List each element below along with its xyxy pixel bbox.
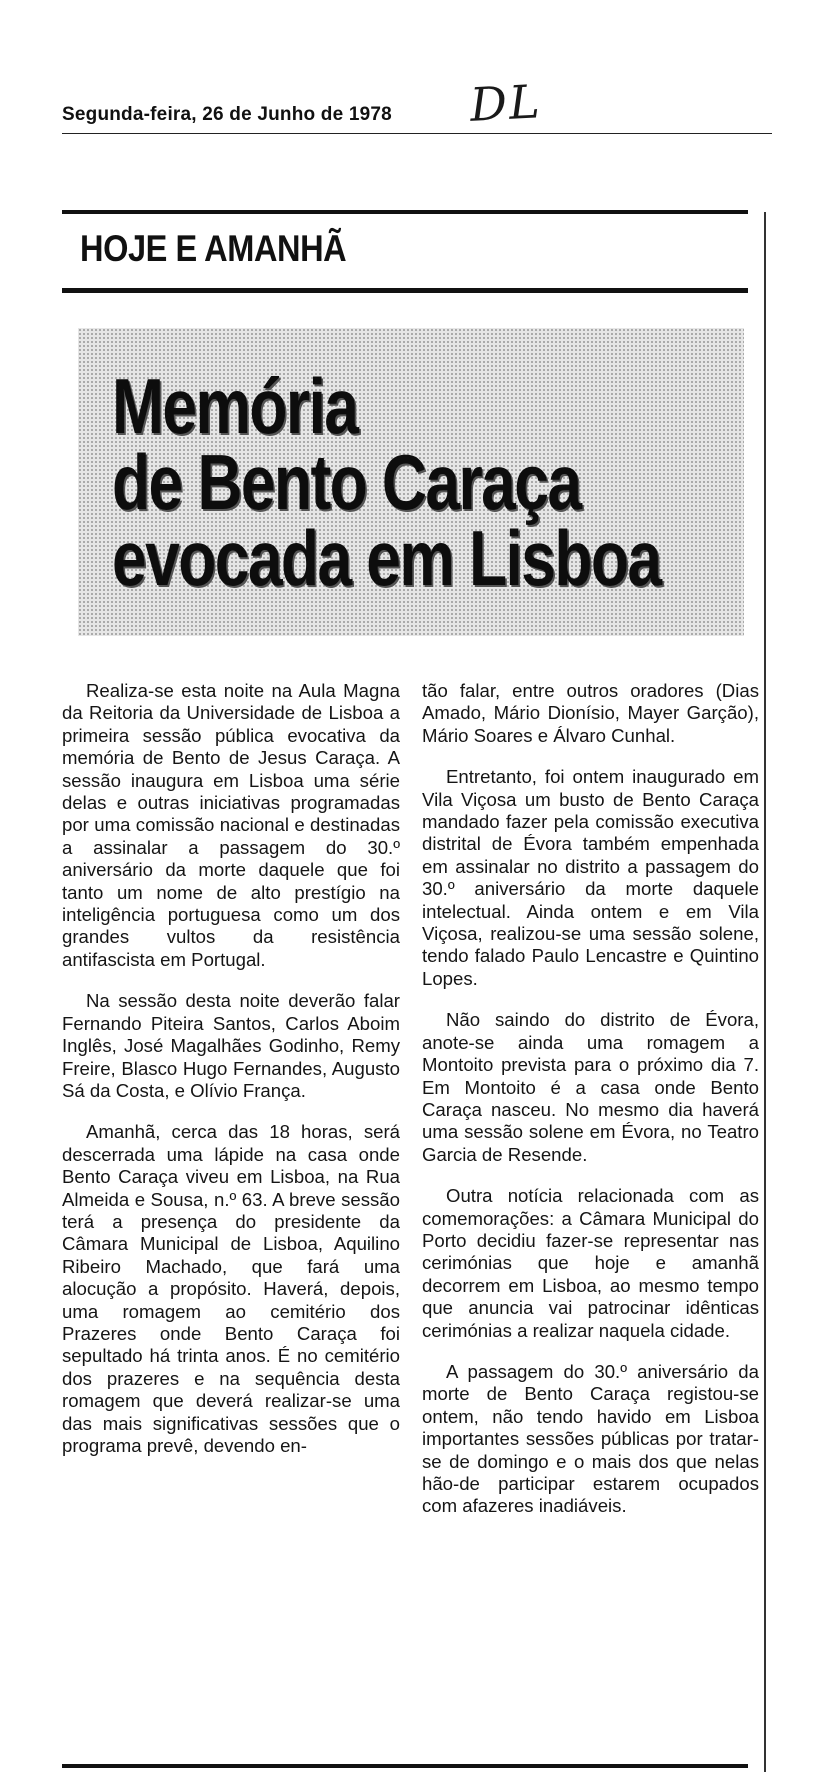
column-border-right	[764, 212, 766, 1772]
article-column-left	[62, 680, 400, 1476]
article-paragraph: Na sessão desta noite deverão falar Fernando Piteira Santos, Carlos Aboim Inglês, José Magalhães Godinho, Remy Freire, Blasco Hugo Fernandes, Augusto Sá da Costa, e Olívio França.	[62, 990, 400, 1101]
article-paragraph: Entretanto, foi ontem inaugurado em Vila Viçosa um busto de Bento Caraça mandado fazer pela comissão executiva distrital de Évora também empenhada em assinalar no distrito a passagem do 30.º aniversário da morte daquele intelectual. Ainda ontem e em Vila Viçosa, realizou-se uma sessão solene, tendo falado Paulo Lencastre e Quintino Lopes.	[422, 766, 759, 989]
article-paragraph: Outra notícia relacionada com as comemorações: a Câmara Municipal do Porto decidiu fazer-se representar nas cerimónias que hoje e amanhã decorrem em Lisboa, ao mesmo tempo que anuncia vai patrocinar idênticas cerimónias a realizar naquela cidade.	[422, 1185, 759, 1341]
headline	[112, 362, 661, 602]
article-paragraph: Amanhã, cerca das 18 horas, será descerrada uma lápide na casa onde Bento Caraça viveu em Lisboa, na Rua Almeida e Sousa, n.º 63. A breve sessão terá a presença do presidente da Câmara Municipal de Lisboa, Aquilino Ribeiro Machado, que fará uma alocução a propósito. Haverá, depois, uma romagem ao cemitério dos Prazeres onde Bento Caraça foi sepultado há trinta anos. É no cemitério dos prazeres e na sequência desta romagem que deverá realizar-se uma das mais significativas sessões que o programa prevê, devendo en-	[62, 1121, 400, 1456]
article-paragraph: Realiza-se esta noite na Aula Magna da Reitoria da Universidade de Lisboa a primeira sessão pública evocativa da memória de Bento de Jesus Caraça. A sessão inaugura em Lisboa uma série delas e outras iniciativas programadas por uma comissão nacional e destinadas a assinalar a passagem do 30.º aniversário da morte daquele que foi tanto um nome de alto prestígio na inteligência portuguesa como um dos grandes vultos da resistência antifascista em Portugal.	[62, 680, 400, 970]
section-title: HOJE E AMANHÃ	[80, 228, 347, 269]
article-column-right	[422, 680, 759, 1537]
article-paragraph: tão falar, entre outros oradores (Dias Amado, Mário Dionísio, Mayer Garção), Mário Soares e Álvaro Cunhal.	[422, 680, 759, 746]
handwritten-initials: DL	[468, 74, 543, 132]
article-paragraph: Não saindo do distrito de Évora, anote-se ainda uma romagem a Montoito prevista para o próximo dia 7. Em Montoito é a casa onde Bento Caraça nasceu. No mesmo dia haverá uma sessão solene em Évora, no Teatro Garcia de Resende.	[422, 1009, 759, 1165]
article-paragraph: A passagem do 30.º aniversário da morte de Bento Caraça registou-se ontem, não tendo havido em Lisboa importantes sessões públicas por tratar-se de domingo e o mais dos que nelas hão-de participar estarem ocupados com afazeres inadiáveis.	[422, 1360, 759, 1517]
section-rule-bottom	[62, 288, 748, 293]
headline-line-1: Memória	[112, 362, 358, 450]
headline-line-3: evocada em Lisboa	[112, 514, 661, 602]
article-rule-bottom	[62, 1764, 748, 1768]
dateline: Segunda-feira, 26 de Junho de 1978	[62, 104, 772, 134]
section-rule-top	[62, 210, 748, 214]
headline-line-2: de Bento Caraça	[112, 438, 581, 526]
